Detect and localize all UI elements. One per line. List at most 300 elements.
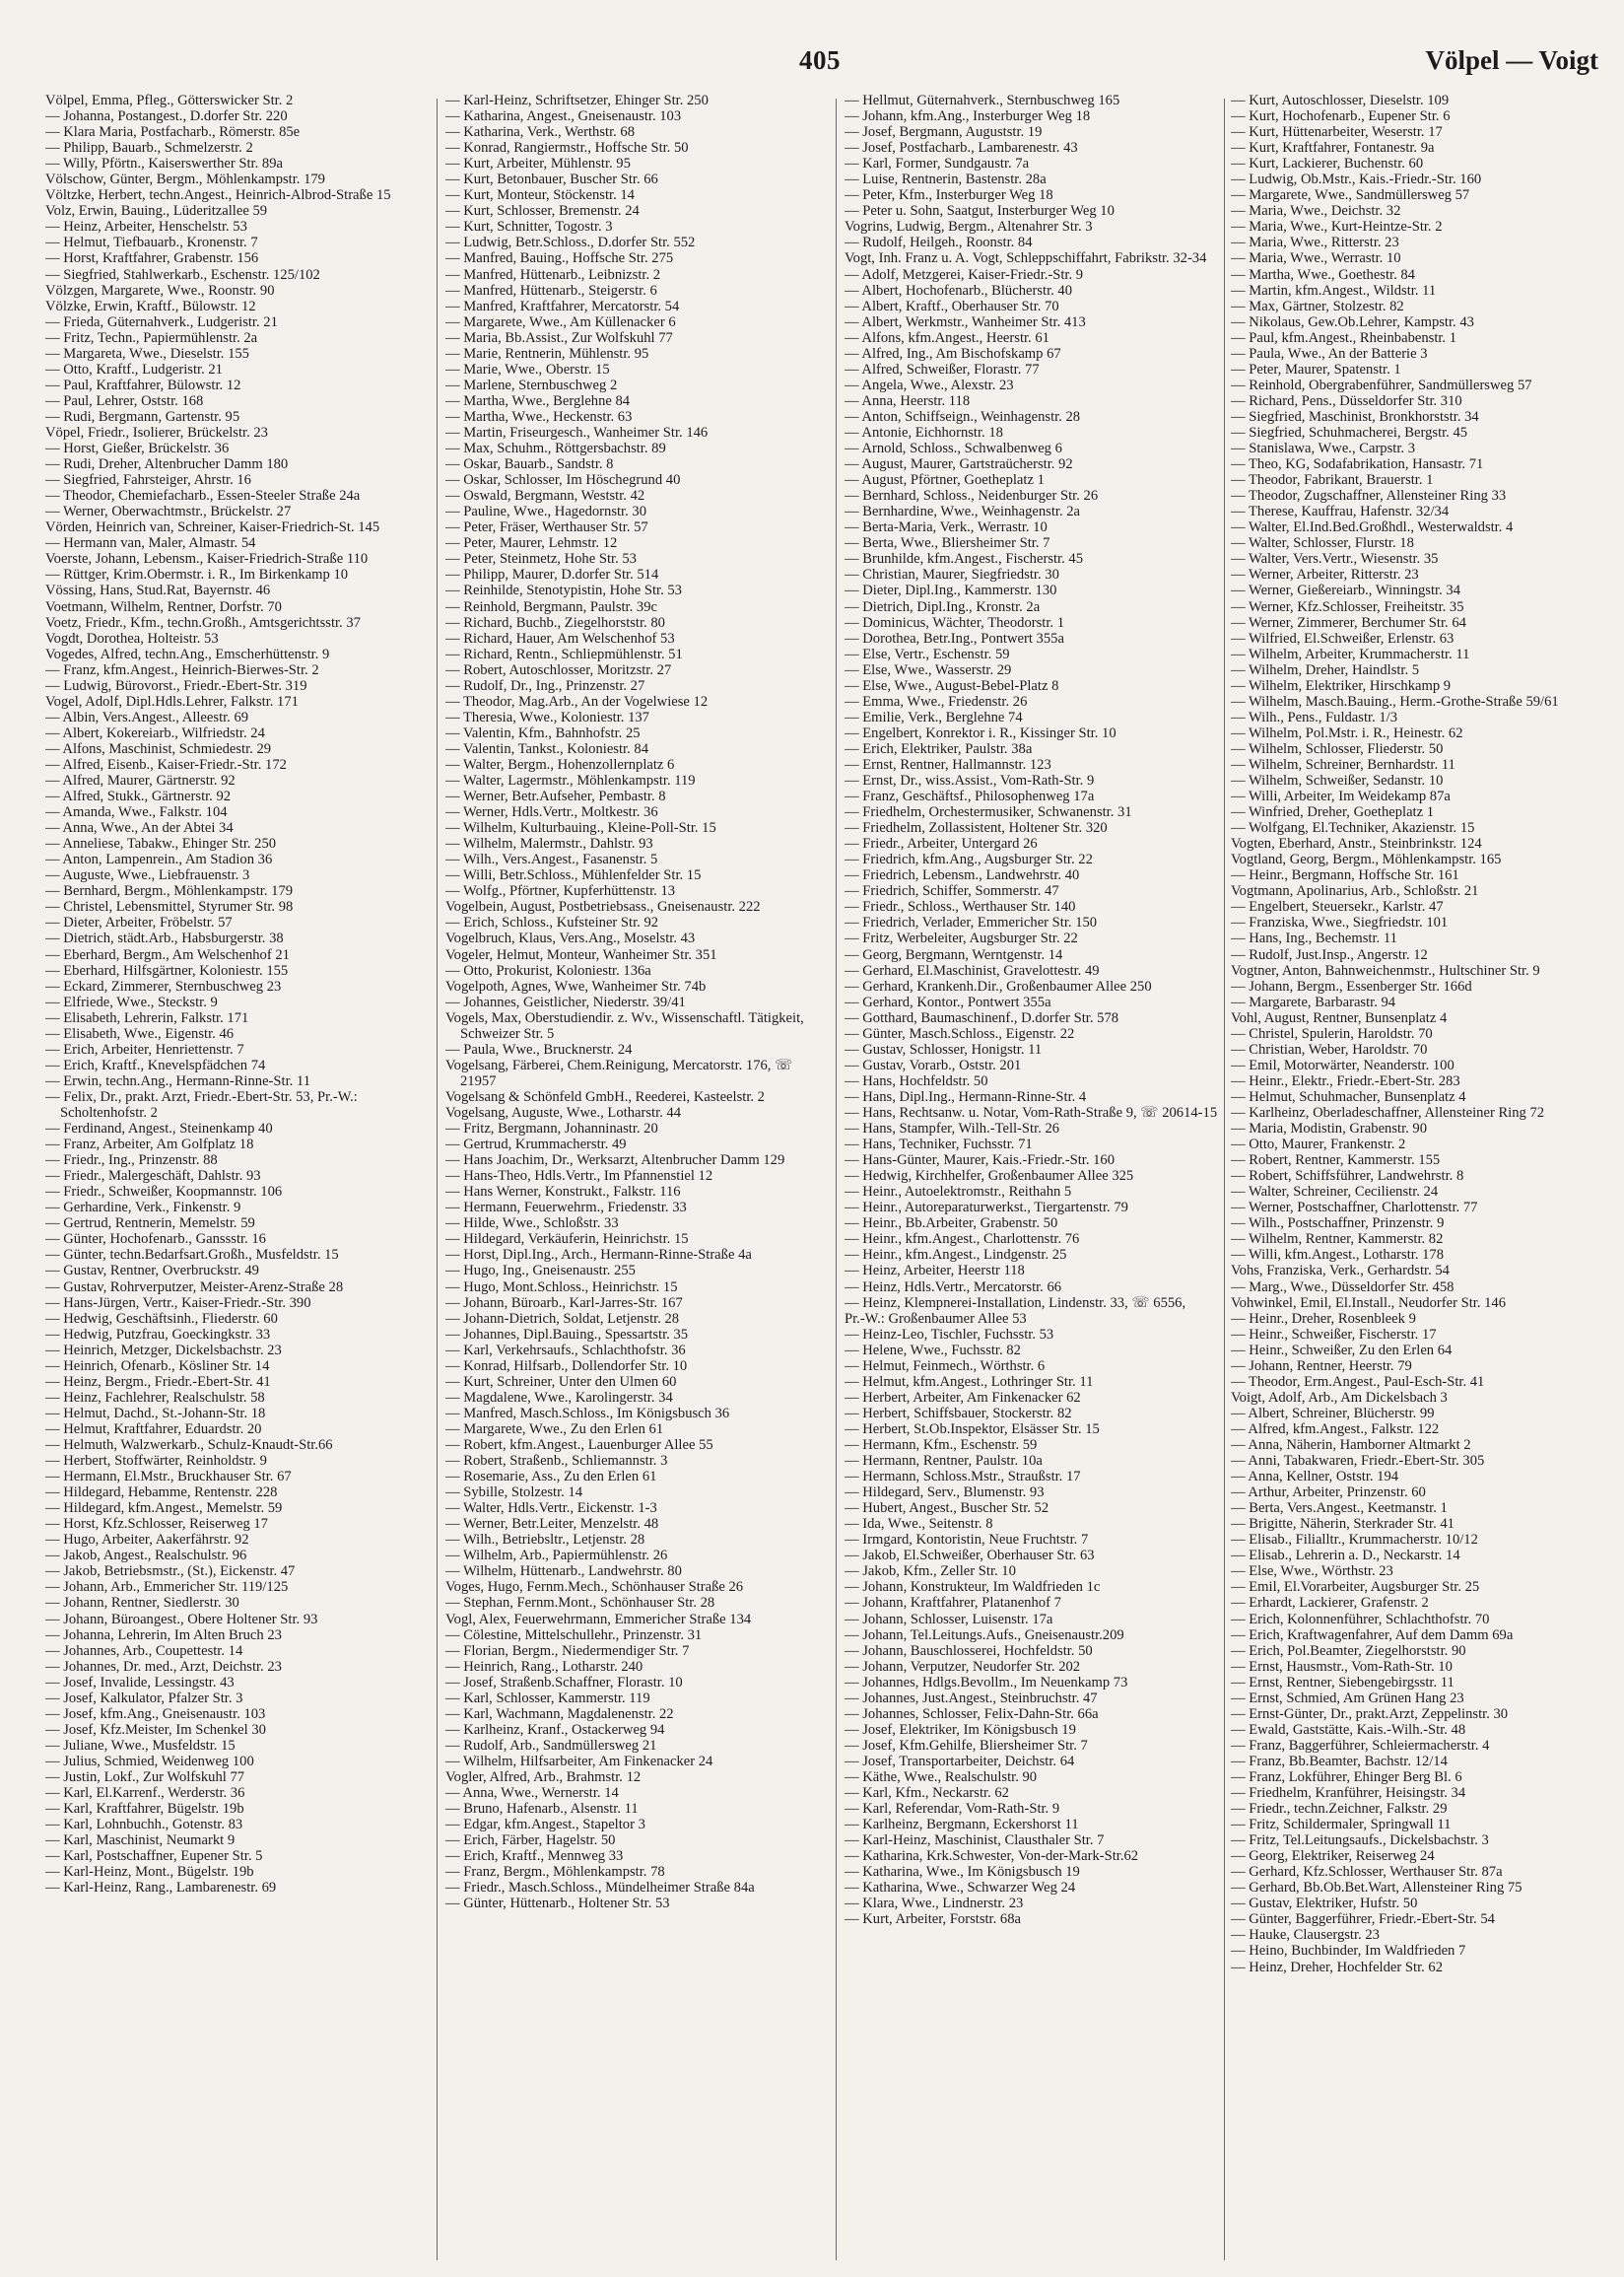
directory-entry: Vogt, Inh. Franz u. A. Vogt, Schleppschiffahrt, Fabrikstr. 32-34 bbox=[845, 250, 1207, 267]
directory-entry: — Theo, KG, Sodafabrikation, Hansastr. 71 bbox=[1231, 456, 1484, 473]
directory-entry: — Georg, Elektriker, Reiserweg 24 bbox=[1231, 1848, 1435, 1865]
directory-entry: — Hildegard, kfm.Angest., Memelstr. 59 bbox=[45, 1500, 283, 1517]
directory-entry: — Eberhard, Bergm., Am Welschenhof 21 bbox=[45, 946, 290, 963]
directory-entry: — Wilh., Vers.Angest., Fasanenstr. 5 bbox=[445, 852, 658, 868]
directory-entry: — Albin, Vers.Angest., Alleestr. 69 bbox=[45, 709, 249, 725]
directory-entry: — Anni, Tabakwaren, Friedr.-Ebert-Str. 305 bbox=[1231, 1453, 1485, 1470]
directory-entry: Vogelsang, Färberei, Chem.Reinigung, Mercatorstr. 176, ☏ 21957 bbox=[445, 1057, 793, 1089]
directory-entry: — Herbert, Arbeiter, Am Finkenacker 62 bbox=[845, 1389, 1081, 1406]
directory-entry: — Heinr., Bb.Arbeiter, Grabenstr. 50 bbox=[845, 1215, 1058, 1232]
directory-entry: — Albert, Werkmstr., Wanheimer Str. 413 bbox=[845, 313, 1086, 330]
directory-entry: — Hellmut, Güternahverk., Sternbuschweg 165 bbox=[845, 93, 1120, 108]
directory-entry: — Maria, Wwe., Werrastr. 10 bbox=[1231, 250, 1401, 267]
directory-entry: — Manfred, Bauing., Hoffsche Str. 275 bbox=[445, 250, 674, 267]
directory-entry: — Albert, Hochofenarb., Blücherstr. 40 bbox=[845, 282, 1073, 299]
directory-entry: — Konrad, Hilfsarb., Dollendorfer Str. 10 bbox=[445, 1357, 688, 1374]
directory-entry: — Hugo, Mont.Schloss., Heinrichstr. 15 bbox=[445, 1278, 678, 1295]
directory-entry: — Karlheinz, Kranf., Ostackerweg 94 bbox=[445, 1721, 665, 1738]
directory-entry: — Margarete, Barbarastr. 94 bbox=[1231, 994, 1396, 1010]
directory-entry: — Karl, Maschinist, Neumarkt 9 bbox=[45, 1832, 236, 1849]
directory-entry: — Magdalene, Wwe., Karolingerstr. 34 bbox=[445, 1389, 673, 1406]
directory-entry: — Martin, kfm.Angest., Wildstr. 11 bbox=[1231, 282, 1437, 299]
directory-entry: — Gertrud, Rentnerin, Memelstr. 59 bbox=[45, 1215, 255, 1232]
directory-entry: — Friedhelm, Kranführer, Heisingstr. 34 bbox=[1231, 1785, 1466, 1802]
directory-entry: — Siegfried, Maschinist, Bronkhorststr. 34 bbox=[1231, 408, 1479, 425]
directory-entry: — Philipp, Maurer, D.dorfer Str. 514 bbox=[445, 567, 659, 584]
directory-entry: — Juliane, Wwe., Musfeldstr. 15 bbox=[45, 1737, 236, 1754]
directory-entry: — Peter, Steinmetz, Hohe Str. 53 bbox=[445, 551, 637, 568]
directory-entry: — Gustav, Schlosser, Honigstr. 11 bbox=[845, 1041, 1043, 1058]
directory-entry: — Kurt, Betonbauer, Buscher Str. 66 bbox=[445, 172, 658, 188]
directory-entry: — Heinz, Arbeiter, Henschelstr. 53 bbox=[45, 219, 247, 236]
directory-entry: — Anton, Schiffseign., Weinhagenstr. 28 bbox=[845, 408, 1081, 425]
directory-entry: — Else, Vertr., Eschenstr. 59 bbox=[845, 646, 1010, 662]
directory-entry: — Paul, Lehrer, Oststr. 168 bbox=[45, 392, 204, 409]
directory-entry: — Wilhelm, Arbeiter, Krummacherstr. 11 bbox=[1231, 646, 1470, 662]
directory-entry: — Fritz, Schildermaler, Springwall 11 bbox=[1231, 1817, 1452, 1833]
directory-entry: — Christian, Maurer, Siegfriedstr. 30 bbox=[845, 567, 1059, 584]
directory-entry: Vogelsang & Schönfeld GmbH., Reederei, Kasteelstr. 2 bbox=[445, 1088, 765, 1105]
directory-entry: — Robert, Schiffsführer, Landwehrstr. 8 bbox=[1231, 1168, 1464, 1185]
directory-entry: Vohl, August, Rentner, Bunsenplatz 4 bbox=[1231, 1009, 1448, 1026]
directory-entry: — Walter, Schlosser, Flurstr. 18 bbox=[1231, 535, 1414, 552]
directory-entry: — Elisabeth, Wwe., Eigenstr. 46 bbox=[45, 1025, 235, 1042]
directory-entry: — Josef, Bergmann, Auguststr. 19 bbox=[845, 124, 1043, 141]
directory-entry: — Katharina, Krk.Schwester, Von-der-Mark-Str.62 bbox=[845, 1848, 1139, 1865]
directory-entry: — Johann, kfm.Ang., Insterburger Weg 18 bbox=[845, 108, 1091, 125]
directory-entry: — Karlheinz, Bergmann, Eckershorst 11 bbox=[845, 1817, 1079, 1833]
directory-entry: — Werner, Betr.Aufseher, Pembastr. 8 bbox=[445, 789, 666, 805]
directory-entry: — August, Pförtner, Goetheplatz 1 bbox=[845, 472, 1045, 489]
directory-entry: — Wilhelm, Kulturbauing., Kleine-Poll-Str. 15 bbox=[445, 820, 716, 837]
directory-entry: — Wilhelm, Schweißer, Sedanstr. 10 bbox=[1231, 773, 1444, 790]
directory-entry: Vogels, Max, Oberstudiendir. z. Wv., Wissenschaftl. Tätigkeit, Schweizer Str. 5 bbox=[445, 1009, 804, 1042]
directory-entry: — Anna, Kellner, Oststr. 194 bbox=[1231, 1469, 1399, 1485]
directory-entry: — Peter, Maurer, Lehmstr. 12 bbox=[445, 535, 618, 552]
directory-entry: — Hans Werner, Konstrukt., Falkstr. 116 bbox=[445, 1184, 681, 1201]
directory-entry: — Ludwig, Ob.Mstr., Kais.-Friedr.-Str. 160 bbox=[1231, 172, 1482, 188]
directory-entry: Vogtner, Anton, Bahnweichenmstr., Hultschiner Str. 9 bbox=[1231, 962, 1540, 979]
directory-entry: — Kurt, Kraftfahrer, Fontanestr. 9a bbox=[1231, 140, 1435, 157]
directory-entry: Vogtmann, Apolinarius, Arb., Schloßstr. 21 bbox=[1231, 883, 1479, 900]
directory-entry: — Friedr., techn.Zeichner, Falkstr. 29 bbox=[1231, 1801, 1448, 1818]
directory-entry: — Friedrich, Verlader, Emmericher Str. 150 bbox=[845, 915, 1098, 932]
directory-entry: — Hilde, Wwe., Schloßstr. 33 bbox=[445, 1215, 619, 1232]
directory-entry: Vogelbein, August, Postbetriebsass., Gneisenaustr. 222 bbox=[445, 899, 761, 916]
directory-entry: — Walter, Bergm., Hohenzollernplatz 6 bbox=[445, 756, 675, 773]
directory-entry: — Rudolf, Dr., Ing., Prinzenstr. 27 bbox=[445, 677, 645, 694]
directory-entry: — Kurt, Hochofenarb., Eupener Str. 6 bbox=[1231, 108, 1451, 125]
directory-entry: — Alfred, Schweißer, Florastr. 77 bbox=[845, 361, 1040, 378]
column-divider bbox=[1224, 99, 1225, 2260]
directory-entry: — Fritz, Techn., Papiermühlenstr. 2a bbox=[45, 329, 258, 346]
directory-entry: — Johann, Schlosser, Luisenstr. 17a bbox=[845, 1611, 1053, 1627]
directory-entry: — Ernst, Hausmstr., Vom-Rath-Str. 10 bbox=[1231, 1658, 1453, 1675]
directory-entry: — Dietrich, Dipl.Ing., Kronstr. 2a bbox=[845, 598, 1041, 615]
directory-entry: — Erich, Pol.Beamter, Ziegelhorststr. 90 bbox=[1231, 1642, 1466, 1659]
directory-entry: — Karl-Heinz, Rang., Lambarenestr. 69 bbox=[45, 1880, 277, 1897]
directory-entry: — Wilhelm, Schreiner, Bernhardstr. 11 bbox=[1231, 756, 1455, 773]
column-divider bbox=[437, 99, 438, 2260]
directory-entry: — Johann, Verputzer, Neudorfer Str. 202 bbox=[845, 1658, 1081, 1675]
directory-entry: — Johannes, Hdlgs.Bevollm., Im Neuenkamp 73 bbox=[845, 1674, 1128, 1690]
directory-entry: — Anna, Heerstr. 118 bbox=[845, 392, 971, 409]
directory-entry: — Wolfgang, El.Techniker, Akazienstr. 15 bbox=[1231, 820, 1475, 837]
directory-entry: — Willi, kfm.Angest., Lotharstr. 178 bbox=[1231, 1247, 1445, 1264]
directory-entry: — Rudi, Bergmann, Gartenstr. 95 bbox=[45, 408, 240, 425]
directory-entry: — Johann, Büroangest., Obere Holtener Str. 93 bbox=[45, 1611, 318, 1627]
directory-entry: — Margarete, Wwe., Sandmüllersweg 57 bbox=[1231, 187, 1470, 204]
directory-entry: — Heinz, Bergm., Friedr.-Ebert-Str. 41 bbox=[45, 1373, 271, 1390]
directory-entry: — Kurt, Autoschlosser, Dieselstr. 109 bbox=[1231, 93, 1450, 108]
directory-entry: — Ludwig, Bürovorst., Friedr.-Ebert-Str. 319 bbox=[45, 677, 307, 694]
directory-entry: — Emma, Wwe., Friedenstr. 26 bbox=[845, 693, 1028, 710]
directory-entry: — Katharina, Verk., Werthstr. 68 bbox=[445, 124, 636, 141]
directory-entry: — Werner, Oberwachtmstr., Brückelstr. 27 bbox=[45, 504, 292, 520]
directory-entry: — Dieter, Dipl.Ing., Kammerstr. 130 bbox=[845, 583, 1057, 599]
directory-entry: — Heinr., Bergmann, Hoffsche Str. 161 bbox=[1231, 867, 1459, 884]
directory-entry: — Kurt, Schreiner, Unter den Ulmen 60 bbox=[445, 1373, 677, 1390]
directory-entry: — Theodor, Fabrikant, Brauerstr. 1 bbox=[1231, 472, 1434, 489]
directory-entry: — Emil, Motorwärter, Neanderstr. 100 bbox=[1231, 1057, 1455, 1073]
directory-entry: — Max, Gärtner, Stolzestr. 82 bbox=[1231, 298, 1404, 314]
directory-entry: — Katharina, Angest., Gneisenaustr. 103 bbox=[445, 108, 682, 125]
directory-entry: — Martin, Friseurgesch., Wanheimer Str. 146 bbox=[445, 424, 709, 441]
directory-entry: — Johannes, Geistlicher, Niederstr. 39/41 bbox=[445, 994, 686, 1010]
directory-entry: — Marie, Rentnerin, Mühlenstr. 95 bbox=[445, 345, 649, 362]
directory-entry: — Heinr., Autoreparaturwerkst., Tiergartenstr. 79 bbox=[845, 1200, 1128, 1216]
directory-entry: Völschow, Günter, Bergm., Möhlenkampstr. 179 bbox=[45, 172, 325, 188]
directory-entry: — Manfred, Hüttenarb., Leibnizstr. 2 bbox=[445, 266, 661, 283]
directory-entry: — Hans-Theo, Hdls.Vertr., Im Pfannenstiel 12 bbox=[445, 1168, 713, 1185]
directory-entry: — Berta-Maria, Verk., Werrastr. 10 bbox=[845, 519, 1048, 536]
directory-column-1 bbox=[45, 93, 428, 2266]
directory-entry: — Hermann, Kfm., Eschenstr. 59 bbox=[845, 1436, 1038, 1453]
directory-entry: Vogelpoth, Agnes, Wwe, Wanheimer Str. 74b bbox=[445, 978, 707, 995]
directory-entry: — Helmuth, Walzwerkarb., Schulz-Knaudt-Str.66 bbox=[45, 1436, 333, 1453]
directory-entry: — Johann, Konstrukteur, Im Waldfrieden 1c bbox=[845, 1579, 1101, 1596]
directory-entry: — Albert, Kokereiarb., Wilfriedstr. 24 bbox=[45, 724, 265, 741]
directory-entry: — Margareta, Wwe., Dieselstr. 155 bbox=[45, 345, 249, 362]
directory-entry: — Hermann, Schloss.Mstr., Straußstr. 17 bbox=[845, 1469, 1081, 1485]
directory-entry: — Oswald, Bergmann, Weststr. 42 bbox=[445, 488, 645, 505]
directory-entry: — Heinr., Schweißer, Zu den Erlen 64 bbox=[1231, 1342, 1453, 1358]
directory-entry: Vogel, Adolf, Dipl.Hdls.Lehrer, Falkstr. 171 bbox=[45, 693, 299, 710]
directory-entry: — Karl, Postschaffner, Eupener Str. 5 bbox=[45, 1848, 263, 1865]
directory-entry: — Herbert, Schiffsbauer, Stockerstr. 82 bbox=[845, 1405, 1072, 1421]
directory-entry: — Gotthard, Baumaschinenf., D.dorfer Str. 578 bbox=[845, 1009, 1119, 1026]
directory-entry: — Josef, Invalide, Lessingstr. 43 bbox=[45, 1674, 235, 1690]
directory-entry: — Erwin, techn.Ang., Hermann-Rinne-Str. 11 bbox=[45, 1072, 310, 1089]
directory-entry: — Fritz, Tel.Leitungsaufs., Dickelsbachstr. 3 bbox=[1231, 1832, 1489, 1849]
directory-entry: — Amanda, Wwe., Falkstr. 104 bbox=[45, 804, 228, 821]
directory-entry: — Eckard, Zimmerer, Sternbuschweg 23 bbox=[45, 978, 282, 995]
directory-entry: — Heinr., Elektr., Friedr.-Ebert-Str. 283 bbox=[1231, 1072, 1460, 1089]
directory-entry: — Ferdinand, Angest., Steinenkamp 40 bbox=[45, 1121, 273, 1138]
directory-entry: — Kurt, Monteur, Stöckenstr. 14 bbox=[445, 187, 635, 204]
directory-entry: — Elisabeth, Lehrerin, Falkstr. 171 bbox=[45, 1009, 249, 1026]
directory-entry: — Anton, Lampenrein., Am Stadion 36 bbox=[45, 852, 273, 868]
directory-entry: — Katharina, Wwe., Schwarzer Weg 24 bbox=[845, 1880, 1076, 1897]
directory-entry: — Werner, Hdls.Vertr., Moltkestr. 36 bbox=[445, 804, 658, 821]
directory-entry: — Werner, Arbeiter, Ritterstr. 23 bbox=[1231, 567, 1419, 584]
directory-entry: Vogedes, Alfred, techn.Ang., Emscherhüttenstr. 9 bbox=[45, 646, 330, 662]
directory-entry: — Albert, Kraftf., Oberhauser Str. 70 bbox=[845, 298, 1059, 314]
directory-entry: — Hubert, Angest., Buscher Str. 52 bbox=[845, 1500, 1049, 1517]
directory-entry: — Paul, Kraftfahrer, Bülowstr. 12 bbox=[45, 377, 241, 393]
directory-entry: — Marg., Wwe., Düsseldorfer Str. 458 bbox=[1231, 1278, 1455, 1295]
directory-entry: — Berta, Vers.Angest., Keetmanstr. 1 bbox=[1231, 1500, 1448, 1517]
directory-entry: Pr.-W.: Großenbaumer Allee 53 bbox=[845, 1310, 1027, 1327]
directory-entry: — Gustav, Rohrverputzer, Meister-Arenz-Straße 28 bbox=[45, 1278, 344, 1295]
directory-entry: — August, Maurer, Gartstraücherstr. 92 bbox=[845, 456, 1073, 473]
directory-entry: — Josef, Kfm.Gehilfe, Bliersheimer Str. 7 bbox=[845, 1737, 1088, 1754]
directory-entry: — Johann-Dietrich, Soldat, Letjenstr. 28 bbox=[445, 1310, 680, 1327]
directory-entry: — Alfred, Ing., Am Bischofskamp 67 bbox=[845, 345, 1061, 362]
directory-entry: — Josef, Transportarbeiter, Deichstr. 64 bbox=[845, 1753, 1075, 1769]
directory-entry: — Gerhard, Bb.Ob.Bet.Wart, Allensteiner Ring 75 bbox=[1231, 1880, 1522, 1897]
directory-entry: — Elisab., Lehrerin a. D., Neckarstr. 14 bbox=[1231, 1548, 1460, 1564]
directory-entry: — Konrad, Rangiermstr., Hoffsche Str. 50 bbox=[445, 140, 689, 157]
directory-entry: — Friedrich, Schiffer, Sommerstr. 47 bbox=[845, 883, 1059, 900]
directory-entry: — Peter, Maurer, Spatenstr. 1 bbox=[1231, 361, 1401, 378]
directory-entry: — Stanislawa, Wwe., Carpstr. 3 bbox=[1231, 441, 1415, 457]
directory-entry: — Elisab., Filialltr., Krummacherstr. 10/12 bbox=[1231, 1532, 1478, 1549]
directory-entry: — Heinz, Hdls.Vertr., Mercatorstr. 66 bbox=[845, 1278, 1062, 1295]
directory-entry: — Wilhelm, Rentner, Kammerstr. 82 bbox=[1231, 1231, 1444, 1248]
directory-entry: — Erich, Schloss., Kufsteiner Str. 92 bbox=[445, 915, 659, 932]
directory-entry: Vohs, Franziska, Verk., Gerhardstr. 54 bbox=[1231, 1263, 1450, 1279]
directory-entry: — Heinr., kfm.Angest., Charlottenstr. 76 bbox=[845, 1231, 1080, 1248]
directory-entry: — Jakob, Angest., Realschulstr. 96 bbox=[45, 1548, 247, 1564]
directory-entry: — Ernst, Schmied, Am Grünen Hang 23 bbox=[1231, 1690, 1464, 1706]
directory-entry: — Bernhardine, Wwe., Weinhagenstr. 2a bbox=[845, 504, 1081, 520]
directory-entry: — Gerhard, El.Maschinist, Gravelottestr. 49 bbox=[845, 962, 1100, 979]
directory-entry: — Ernst, Rentner, Hallmannstr. 123 bbox=[845, 756, 1051, 773]
directory-entry: — Kurt, Hüttenarbeiter, Weserstr. 17 bbox=[1231, 124, 1443, 141]
directory-entry: Völzke, Erwin, Kraftf., Bülowstr. 12 bbox=[45, 298, 256, 314]
directory-entry: — Jakob, Betriebsmstr., (St.), Eickenstr. 47 bbox=[45, 1563, 296, 1580]
directory-entry: — Winfried, Dreher, Goetheplatz 1 bbox=[1231, 804, 1435, 821]
directory-entry: — Karl, Referendar, Vom-Rath-Str. 9 bbox=[845, 1801, 1060, 1818]
directory-entry: — Walter, Hdls.Vertr., Eickenstr. 1-3 bbox=[445, 1500, 657, 1517]
directory-entry: — Bernhard, Schloss., Neidenburger Str. 26 bbox=[845, 488, 1099, 505]
directory-entry: — Fritz, Werbeleiter, Augsburger Str. 22 bbox=[845, 931, 1078, 947]
directory-entry: — Günter, techn.Bedarfsart.Großh., Musfeldstr. 15 bbox=[45, 1247, 339, 1264]
directory-entry: — Heino, Buchbinder, Im Waldfrieden 7 bbox=[1231, 1943, 1466, 1960]
directory-entry: — Karl, Schlosser, Kammerstr. 119 bbox=[445, 1690, 650, 1706]
directory-entry: — Friedr., Schweißer, Koopmannstr. 106 bbox=[45, 1184, 283, 1201]
directory-entry: — Walter, Schreiner, Cecilienstr. 24 bbox=[1231, 1184, 1439, 1201]
directory-entry: — Karl, Lohnbuchh., Gotenstr. 83 bbox=[45, 1817, 243, 1833]
directory-entry: Voges, Hugo, Fernm.Mech., Schönhauser Straße 26 bbox=[445, 1579, 744, 1596]
directory-entry: — Johann, Arb., Emmericher Str. 119/125 bbox=[45, 1579, 289, 1596]
directory-entry: — Hans, Rechtsanw. u. Notar, Vom-Rath-Straße 9, ☏ 20614-15 bbox=[845, 1105, 1218, 1121]
directory-entry: — Heinrich, Rang., Lotharstr. 240 bbox=[445, 1658, 643, 1675]
directory-entry: — Ewald, Gaststätte, Kais.-Wilh.-Str. 48 bbox=[1231, 1721, 1466, 1738]
directory-entry: — Peter u. Sohn, Saatgut, Insterburger Weg 10 bbox=[845, 203, 1115, 220]
directory-entry: — Hildegard, Serv., Blumenstr. 93 bbox=[845, 1484, 1045, 1501]
directory-entry: Vogeler, Helmut, Monteur, Wanheimer Str. 351 bbox=[445, 946, 717, 963]
directory-entry: — Siegfried, Fahrsteiger, Ahrstr. 16 bbox=[45, 472, 251, 489]
directory-entry: — Kurt, Schnitter, Togostr. 3 bbox=[445, 219, 613, 236]
directory-entry: — Robert, Straßenb., Schliemannstr. 3 bbox=[445, 1453, 668, 1470]
directory-entry: — Josef, Kfz.Meister, Im Schenkel 30 bbox=[45, 1721, 266, 1738]
directory-entry: — Manfred, Hüttenarb., Steigerstr. 6 bbox=[445, 282, 657, 299]
directory-entry: — Johann, Kraftfahrer, Platanenhof 7 bbox=[845, 1595, 1061, 1612]
directory-entry: — Erich, Kraftf., Mennweg 33 bbox=[445, 1848, 624, 1865]
directory-entry: — Marie, Wwe., Oberstr. 15 bbox=[445, 361, 610, 378]
directory-entry: — Johann, Bergm., Essenberger Str. 166d bbox=[1231, 978, 1472, 995]
directory-entry: — Richard, Buchb., Ziegelhorststr. 80 bbox=[445, 614, 665, 631]
directory-entry: — Therese, Kauffrau, Hafenstr. 32/34 bbox=[1231, 504, 1450, 520]
directory-entry: — Valentin, Tankst., Koloniestr. 84 bbox=[445, 740, 648, 757]
directory-entry: — Walter, Vers.Vertr., Wiesenstr. 35 bbox=[1231, 551, 1439, 568]
directory-entry: — Julius, Schmied, Weidenweg 100 bbox=[45, 1753, 254, 1769]
directory-column-2 bbox=[445, 93, 828, 2266]
directory-entry: — Herbert, Stoffwärter, Reinholdstr. 9 bbox=[45, 1453, 267, 1470]
directory-entry: — Karl, Former, Sundgaustr. 7a bbox=[845, 156, 1030, 172]
directory-entry: — Hans, Ing., Bechemstr. 11 bbox=[1231, 931, 1397, 947]
directory-entry: — Anna, Wwe., An der Abtei 34 bbox=[45, 820, 234, 837]
directory-entry: — Erhardt, Lackierer, Grafenstr. 2 bbox=[1231, 1595, 1429, 1612]
directory-entry: — Franz, Lokführer, Ehinger Berg Bl. 6 bbox=[1231, 1768, 1462, 1785]
directory-entry: — Ida, Wwe., Seitenstr. 8 bbox=[845, 1516, 993, 1533]
directory-entry: — Rosemarie, Ass., Zu den Erlen 61 bbox=[445, 1469, 657, 1485]
directory-entry: — Franz, Geschäftsf., Philosophenweg 17a bbox=[845, 789, 1095, 805]
running-head: Völpel — Voigt bbox=[1425, 45, 1598, 75]
directory-entry: — Klara Maria, Postfacharb., Römerstr. 85e bbox=[45, 124, 301, 141]
directory-entry: — Hermann, Rentner, Paulstr. 10a bbox=[845, 1453, 1043, 1470]
directory-entry: — Johann, Bauschlosserei, Hochfeldstr. 50 bbox=[845, 1642, 1093, 1659]
directory-entry: — Franz, Bb.Beamter, Bachstr. 12/14 bbox=[1231, 1753, 1448, 1769]
directory-entry: — Heinz, Fachlehrer, Realschulstr. 58 bbox=[45, 1389, 265, 1406]
directory-entry: — Paula, Wwe., An der Batterie 3 bbox=[1231, 345, 1428, 362]
directory-entry: — Maria, Wwe., Deichstr. 32 bbox=[1231, 203, 1401, 220]
directory-entry: — Dietrich, städt.Arb., Habsburgerstr. 38 bbox=[45, 931, 284, 947]
directory-entry: — Otto, Kraftf., Ludgeristr. 21 bbox=[45, 361, 223, 378]
directory-entry: — Auguste, Wwe., Liebfrauenstr. 3 bbox=[45, 867, 250, 884]
directory-entry: — Karl, Verkehrsaufs., Schlachthofstr. 36 bbox=[445, 1342, 686, 1358]
directory-entry: — Otto, Prokurist, Koloniestr. 136a bbox=[445, 962, 651, 979]
directory-entry: — Emil, El.Vorarbeiter, Augsburger Str. 25 bbox=[1231, 1579, 1480, 1596]
directory-entry: — Christian, Weber, Haroldstr. 70 bbox=[1231, 1041, 1428, 1058]
directory-entry: — Wilh., Postschaffner, Prinzenstr. 9 bbox=[1231, 1215, 1445, 1232]
directory-entry: — Fritz, Bergmann, Johanninastr. 20 bbox=[445, 1121, 658, 1138]
directory-entry: — Alfons, kfm.Angest., Heerstr. 61 bbox=[845, 329, 1049, 346]
directory-entry: — Günter, Hüttenarb., Holtener Str. 53 bbox=[445, 1896, 670, 1912]
directory-entry: — Katharina, Wwe., Im Königsbusch 19 bbox=[845, 1864, 1080, 1881]
directory-entry: — Martha, Wwe., Berglehne 84 bbox=[445, 392, 631, 409]
directory-entry: — Josef, Kalkulator, Pfalzer Str. 3 bbox=[45, 1690, 243, 1706]
directory-entry: — Wilhelm, Hilfsarbeiter, Am Finkenacker 24 bbox=[445, 1753, 713, 1769]
directory-entry: — Robert, Autoschlosser, Moritzstr. 27 bbox=[445, 661, 672, 678]
directory-entry: — Kurt, Arbeiter, Mühlenstr. 95 bbox=[445, 156, 631, 172]
directory-entry: — Josef, Elektriker, Im Königsbusch 19 bbox=[845, 1721, 1076, 1738]
directory-entry: — Hugo, Ing., Gneisenaustr. 255 bbox=[445, 1263, 636, 1279]
directory-entry: — Hans, Techniker, Fuchsstr. 71 bbox=[845, 1137, 1033, 1153]
directory-entry: — Hans, Dipl.Ing., Hermann-Rinne-Str. 4 bbox=[845, 1088, 1087, 1105]
directory-entry: — Hildegard, Hebamme, Rentenstr. 228 bbox=[45, 1484, 278, 1501]
directory-entry: Vogrins, Ludwig, Bergm., Altenahrer Str. 3 bbox=[845, 219, 1093, 236]
directory-entry: — Christel, Spulerin, Haroldstr. 70 bbox=[1231, 1025, 1433, 1042]
directory-entry: — Wilhelm, Arb., Papiermühlenstr. 26 bbox=[445, 1548, 668, 1564]
directory-entry: — Margarete, Wwe., Zu den Erlen 61 bbox=[445, 1420, 664, 1437]
directory-entry: — Marlene, Sternbuschweg 2 bbox=[445, 377, 618, 393]
directory-entry: — Dieter, Arbeiter, Fröbelstr. 57 bbox=[45, 915, 233, 932]
directory-entry: Vogl, Alex, Feuerwehrmann, Emmericher Straße 134 bbox=[445, 1611, 752, 1627]
directory-entry: — Heinr., kfm.Angest., Lindgenstr. 25 bbox=[845, 1247, 1067, 1264]
directory-entry: — Günter, Baggerführer, Friedr.-Ebert-Str. 54 bbox=[1231, 1911, 1495, 1928]
directory-entry: — Horst, Kfz.Schlosser, Reiserweg 17 bbox=[45, 1516, 268, 1533]
directory-entry: — Georg, Bergmann, Werntgenstr. 14 bbox=[845, 946, 1063, 963]
directory-entry: — Horst, Dipl.Ing., Arch., Hermann-Rinne-Straße 4a bbox=[445, 1247, 752, 1264]
directory-entry: — Stephan, Fernm.Mont., Schönhauser Str. 28 bbox=[445, 1595, 715, 1612]
directory-entry: — Günter, Hochofenarb., Ganssstr. 16 bbox=[45, 1231, 266, 1248]
directory-entry: — Dominicus, Wächter, Theodorstr. 1 bbox=[845, 614, 1065, 631]
directory-entry: — Elfriede, Wwe., Steckstr. 9 bbox=[45, 994, 218, 1010]
directory-entry: — Theodor, Erm.Angest., Paul-Esch-Str. 41 bbox=[1231, 1373, 1485, 1390]
directory-entry: — Heinr., Dreher, Rosenbleek 9 bbox=[1231, 1310, 1416, 1327]
directory-entry: — Werner, Betr.Leiter, Menzelstr. 48 bbox=[445, 1516, 659, 1533]
directory-entry: — Hedwig, Putzfrau, Goeckingkstr. 33 bbox=[45, 1326, 271, 1343]
directory-entry: — Karl, Kraftfahrer, Bügelstr. 19b bbox=[45, 1801, 244, 1818]
directory-entry: — Friedr., Schloss., Werthauser Str. 140 bbox=[845, 899, 1076, 916]
directory-entry: — Gerhard, Krankenh.Dir., Großenbaumer Allee 250 bbox=[845, 978, 1152, 995]
directory-entry: — Johann, Tel.Leitungs.Aufs., Gneisenaustr.209 bbox=[845, 1626, 1124, 1643]
directory-entry: — Sybille, Stolzestr. 14 bbox=[445, 1484, 583, 1501]
directory-entry: — Werner, Zimmerer, Berchumer Str. 64 bbox=[1231, 614, 1466, 631]
directory-entry: — Hildegard, Verkäuferin, Heinrichstr. 15 bbox=[445, 1231, 689, 1248]
directory-entry: — Felix, Dr., prakt. Arzt, Friedr.-Ebert-Str. 53, Pr.-W.: Scholtenhofstr. 2 bbox=[45, 1088, 358, 1121]
directory-entry: — Else, Wwe., Wörthstr. 23 bbox=[1231, 1563, 1393, 1580]
directory-entry: — Franz, Bergm., Möhlenkampstr. 78 bbox=[445, 1864, 665, 1881]
directory-entry: — Heinr., Schweißer, Fischerstr. 17 bbox=[1231, 1326, 1437, 1343]
directory-entry: — Cölestine, Mittelschullehr., Prinzenstr. 31 bbox=[445, 1626, 703, 1643]
directory-entry: — Johanna, Postangest., D.dorfer Str. 220 bbox=[45, 108, 288, 125]
directory-entry: — Margarete, Wwe., Am Küllenacker 6 bbox=[445, 313, 676, 330]
directory-entry: — Manfred, Kraftfahrer, Mercatorstr. 54 bbox=[445, 298, 680, 314]
directory-entry: — Werner, Kfz.Schlosser, Freiheitstr. 35 bbox=[1231, 598, 1464, 615]
directory-entry: Vogten, Eberhard, Anstr., Steinbrinkstr. 124 bbox=[1231, 836, 1482, 853]
directory-entry: — Max, Schuhm., Röttgersbachstr. 89 bbox=[445, 441, 666, 457]
directory-entry: — Erich, Kraftwagenfahrer, Auf dem Damm 69a bbox=[1231, 1626, 1514, 1643]
directory-entry: — Walter, El.Ind.Bed.Großhdl., Westerwaldstr. 4 bbox=[1231, 519, 1514, 536]
directory-entry: — Rudolf, Just.Insp., Angerstr. 12 bbox=[1231, 946, 1428, 963]
directory-entry: Vogtland, Georg, Bergm., Möhlenkampstr. 165 bbox=[1231, 852, 1502, 868]
directory-entry: — Johanna, Lehrerin, Im Alten Bruch 23 bbox=[45, 1626, 282, 1643]
directory-entry: — Else, Wwe., Wasserstr. 29 bbox=[845, 661, 1012, 678]
directory-entry: Vogdt, Dorothea, Holteistr. 53 bbox=[45, 630, 219, 647]
directory-entry: — Kurt, Lackierer, Buchenstr. 60 bbox=[1231, 156, 1424, 172]
directory-entry: — Wilh., Pens., Fuldastr. 1/3 bbox=[1231, 709, 1398, 725]
directory-entry: — Manfred, Masch.Schloss., Im Königsbusch 36 bbox=[445, 1405, 730, 1421]
directory-entry: — Alfons, Maschinist, Schmiedestr. 29 bbox=[45, 740, 272, 757]
directory-entry: — Friedrich, Lebensm., Landwehrstr. 40 bbox=[845, 867, 1080, 884]
directory-entry: — Siegfried, Schuhmacherei, Bergstr. 45 bbox=[1231, 424, 1468, 441]
directory-entry: — Erich, Färber, Hagelstr. 50 bbox=[445, 1832, 616, 1849]
directory-entry: — Engelbert, Steuersekr., Karlstr. 47 bbox=[1231, 899, 1444, 916]
directory-entry: Vössing, Hans, Stud.Rat, Bayernstr. 46 bbox=[45, 583, 271, 599]
directory-entry: — Hedwig, Kirchhelfer, Großenbaumer Allee 325 bbox=[845, 1168, 1134, 1185]
directory-column-3 bbox=[845, 93, 1227, 2266]
directory-entry: — Brunhilde, kfm.Angest., Fischerstr. 45 bbox=[845, 551, 1083, 568]
directory-entry: — Theresia, Wwe., Koloniestr. 137 bbox=[445, 709, 649, 725]
directory-entry: — Franziska, Wwe., Siegfriedstr. 101 bbox=[1231, 915, 1449, 932]
directory-entry: — Johann, Rentner, Heerstr. 79 bbox=[1231, 1357, 1412, 1374]
directory-entry: Vöpel, Friedr., Isolierer, Brückelstr. 23 bbox=[45, 424, 268, 441]
directory-entry: — Edgar, kfm.Angest., Stapeltor 3 bbox=[445, 1817, 645, 1833]
